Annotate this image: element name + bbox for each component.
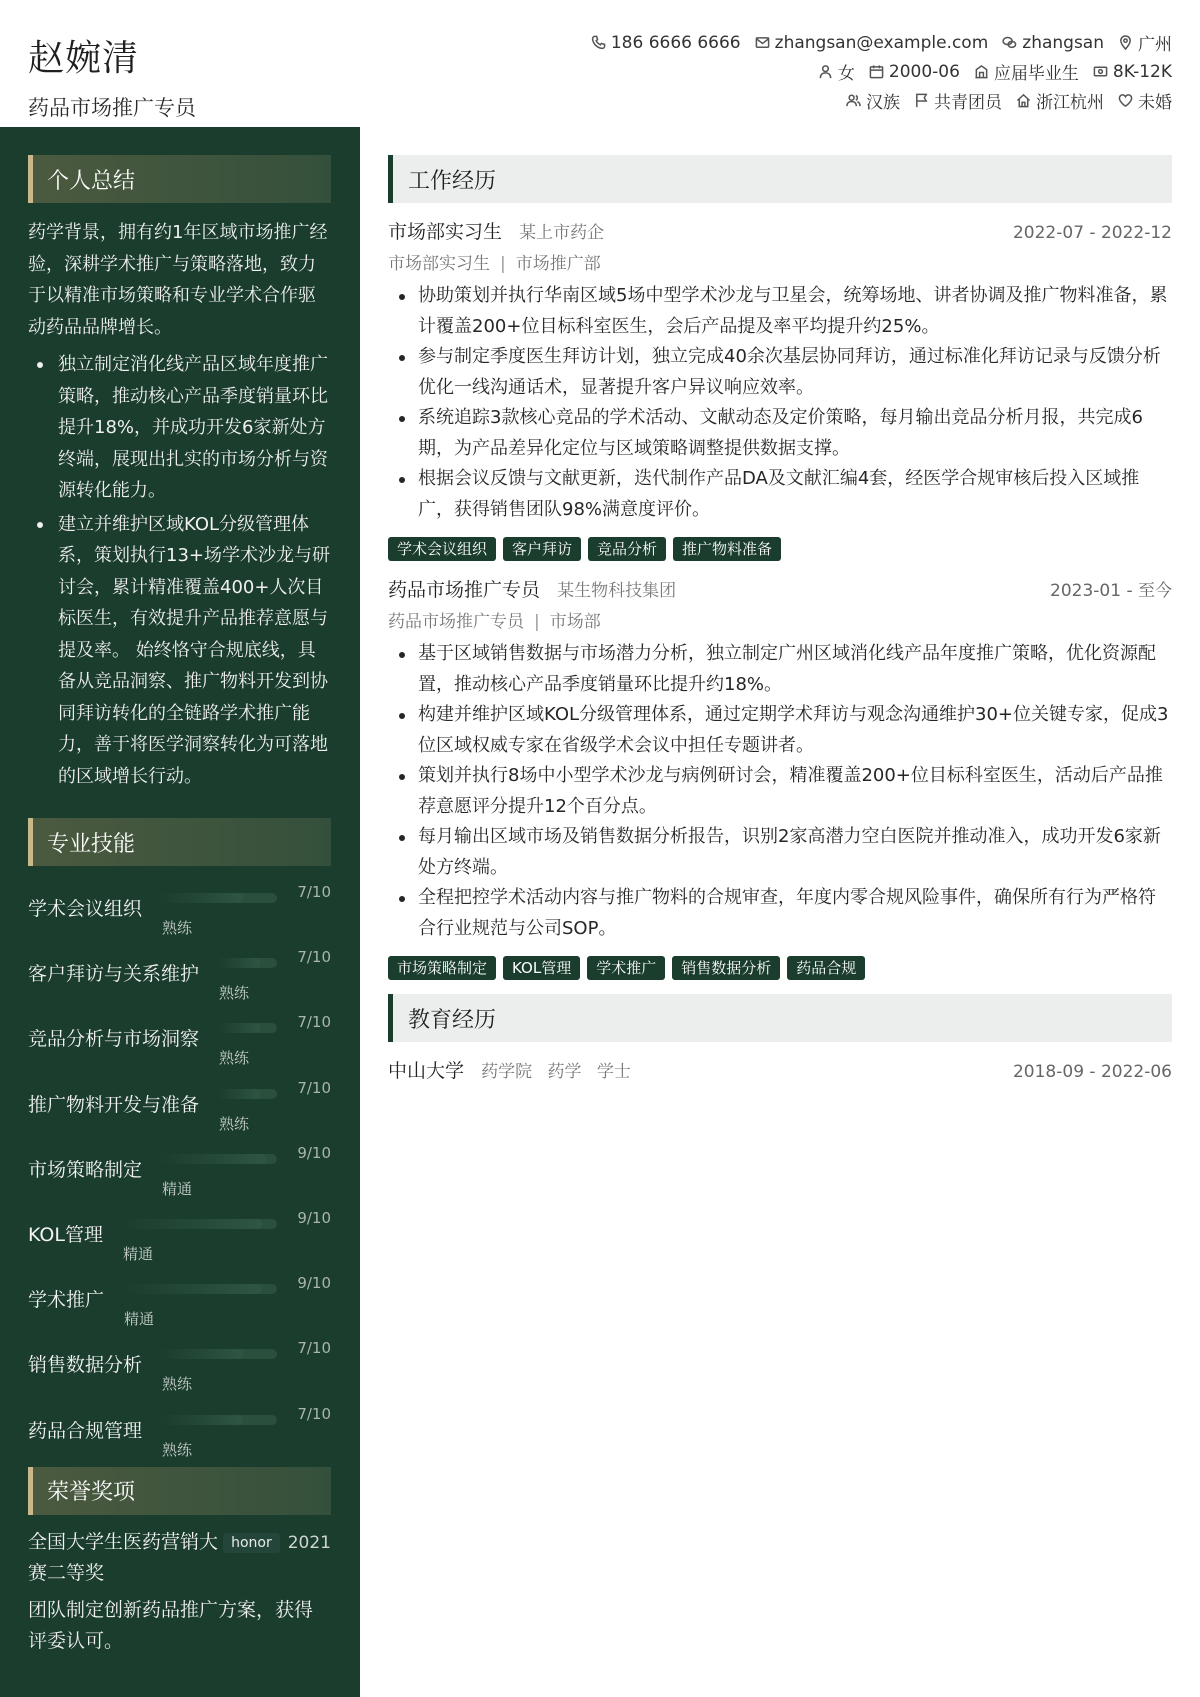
contact-email: zhangsan@example.com (755, 33, 989, 53)
contact-wechat: zhangsan (1002, 33, 1104, 53)
skill-level: 熟练 (219, 1114, 250, 1133)
summary-text: 药学背景，拥有约1年区域市场推广经验，深耕学术推广与策略落地，致力于以精准市场策略和专业学术合作驱动药品品牌增长。 (28, 222, 328, 338)
job-title: 市场部实习生 (388, 221, 503, 243)
award-description: 团队制定创新药品推广方案，获得评委认可。 (28, 1598, 314, 1652)
skill-bar (123, 1219, 277, 1229)
flag-icon (914, 93, 929, 108)
people-icon (846, 93, 861, 108)
summary-bullet: 独立制定消化线产品区域年度推广策略，推动核心产品季度销量环比提升18%，并成功开发6家新处方终端，展现出扎实的市场分析与资源转化能力。 (28, 349, 331, 507)
job-entry (388, 575, 1172, 980)
skill-level: 熟练 (219, 984, 250, 1003)
skill-tag: 学术会议组织 (388, 537, 496, 561)
skill-tag: 客户拜访 (503, 537, 581, 561)
section-heading-education: 教育经历 (388, 994, 1172, 1042)
skill-level: 精通 (123, 1244, 154, 1263)
skill-score: 7/10 (297, 1013, 331, 1032)
resume-job-title: 药品市场推广专员 (28, 96, 196, 120)
skill-tag: 推广物料准备 (673, 537, 781, 561)
job-bullet: 协助策划并执行华南区域5场中型学术沙龙与卫星会，统筹场地、讲者协调及推广物料准备，累计覆盖200+位目标科室医生，会后产品提及率平均提升约25%。 (388, 281, 1172, 342)
contact-salary: 8K-12K (1093, 62, 1172, 82)
award-year: 2021 (287, 1532, 331, 1553)
summary-bullets (28, 349, 331, 792)
contact-ethnicity: 汉族 (846, 88, 900, 113)
skill-bar-fill (162, 1349, 243, 1359)
skill-item (28, 1328, 331, 1393)
home-icon (1016, 93, 1031, 108)
contact-row (412, 57, 1172, 86)
skill-name: 客户拜访与关系维护 (28, 963, 200, 986)
skill-level: 熟练 (219, 1049, 250, 1068)
skill-score: 9/10 (297, 1274, 331, 1293)
job-tags (388, 956, 1172, 980)
job-bullet: 全程把控学术活动内容与推广物料的合规审查，年度内零合规风险事件，确保所有行为严格符合行业规范与公司SOP。 (388, 883, 1172, 944)
sidebar (0, 127, 360, 1697)
skill-tag: 药品合规 (787, 956, 865, 980)
contact-status: 应届毕业生 (974, 59, 1079, 84)
award-name: 全国大学生医药营销大赛二等奖 (28, 1530, 219, 1584)
award-badge: honor (223, 1533, 280, 1553)
resume-name: 赵婉清 (28, 38, 140, 79)
contact-gender: 女 (818, 59, 855, 84)
skill-bar (162, 893, 277, 903)
job-bullet: 参与制定季度医生拜访计划，独立完成40余次基层协同拜访，通过标准化拜访记录与反馈分析优化一线沟通话术，显著提升客户异议响应效率。 (388, 342, 1172, 403)
skill-bar (124, 1284, 277, 1294)
skill-bar (219, 1023, 277, 1033)
contact-row (412, 86, 1172, 115)
education-entry (388, 1056, 1172, 1083)
job-bullet: 系统追踪3款核心竞品的学术活动、文献动态及定价策略，每月输出竞品分析月报，共完成6期，为产品差异化定位与区域策略调整提供数据支撑。 (388, 403, 1172, 464)
skill-score: 9/10 (297, 1143, 331, 1162)
skill-tag: 学术推广 (587, 956, 665, 980)
job-subtitle: 市场部实习生 | 市场推广部 (388, 254, 601, 274)
skill-name: 市场策略制定 (28, 1158, 143, 1181)
job-bullet: 根据会议反馈与文献更新，迭代制作产品DA及文献汇编4套，经医学合规审核后投入区域推广，获得销售团队98%满意度评价。 (388, 464, 1172, 525)
skill-item (28, 937, 331, 1002)
wechat-icon (1002, 35, 1017, 50)
contact-info (412, 28, 1172, 115)
skill-name: KOL管理 (28, 1223, 103, 1246)
skill-item (28, 1263, 331, 1328)
heart-icon (1118, 93, 1133, 108)
contact-political: 共青团员 (914, 88, 1002, 113)
contact-row (412, 28, 1172, 57)
job-bullet: 策划并执行8场中小型学术沙龙与病例研讨会，精准覆盖200+位目标科室医生，活动后产品推荐意愿评分提升12个百分点。 (388, 761, 1172, 822)
phone-icon (591, 35, 606, 50)
edu-degree: 学士 (596, 1062, 631, 1082)
skill-level: 熟练 (162, 1440, 193, 1459)
skill-bar (162, 1349, 277, 1359)
section-heading-skills: 专业技能 (28, 818, 331, 866)
job-role: 药品市场推广专员 (388, 612, 524, 632)
skill-level: 熟练 (162, 919, 193, 937)
skill-bar (219, 1089, 277, 1099)
skill-tag: KOL管理 (503, 956, 580, 980)
skill-score: 7/10 (297, 948, 331, 967)
contact-birth: 2000-06 (869, 62, 960, 82)
skill-bar (219, 958, 277, 968)
job-date: 2023-01 - 至今 (1050, 581, 1172, 601)
skill-item (28, 1198, 331, 1263)
job-role: 市场部实习生 (388, 254, 490, 274)
job-bullets (388, 281, 1172, 525)
skill-item (28, 1394, 331, 1459)
contact-hometown: 浙江杭州 (1016, 88, 1104, 113)
skill-bar-fill (219, 1023, 260, 1033)
skill-item (28, 872, 331, 937)
job-department: 市场部 (549, 612, 601, 632)
person-icon (818, 64, 833, 79)
skill-bar-fill (162, 1415, 243, 1425)
skill-tag: 销售数据分析 (672, 956, 780, 980)
calendar-icon (869, 64, 884, 79)
skill-level: 精通 (124, 1310, 155, 1329)
skill-bar (162, 1154, 277, 1164)
contact-location: 广州 (1118, 30, 1172, 55)
skill-score: 9/10 (297, 1208, 331, 1227)
mail-icon (755, 35, 770, 50)
skill-name: 学术推广 (28, 1289, 105, 1312)
job-bullets (388, 639, 1172, 944)
salary-icon (1093, 64, 1108, 79)
skill-item (28, 1133, 331, 1198)
skill-name: 学术会议组织 (28, 898, 143, 920)
skill-score: 7/10 (297, 1404, 331, 1423)
section-heading-awards: 荣誉奖项 (28, 1467, 331, 1515)
skill-item (28, 1002, 331, 1067)
job-bullet: 每月输出区域市场及销售数据分析报告，识别2家高潜力空白医院并推动准入，成功开发6家新处方终端。 (388, 822, 1172, 883)
location-icon (1118, 35, 1133, 50)
job-entry (388, 217, 1172, 561)
skill-item (28, 1068, 331, 1133)
award-item (28, 1527, 331, 1657)
skill-name: 销售数据分析 (28, 1354, 143, 1377)
skill-bar-fill (219, 1089, 260, 1099)
skill-score: 7/10 (297, 883, 331, 901)
contact-phone: 186 6666 6666 (591, 33, 741, 53)
edu-college: 药学院 (481, 1062, 533, 1082)
job-title: 药品市场推广专员 (388, 579, 541, 601)
skill-level: 精通 (162, 1179, 193, 1198)
skill-name: 竞品分析与市场洞察 (28, 1028, 200, 1051)
contact-marital: 未婚 (1118, 88, 1172, 113)
job-bullet: 基于区域销售数据与市场潜力分析，独立制定广州区域消化线产品年度推广策略，优化资源配置，推动核心产品季度销量环比提升约18%。 (388, 639, 1172, 700)
section-heading-summary: 个人总结 (28, 155, 331, 203)
skill-name: 药品合规管理 (28, 1419, 143, 1442)
skills-list (28, 872, 331, 1459)
skill-bar-fill (162, 893, 243, 903)
skill-tag: 市场策略制定 (388, 956, 496, 980)
skill-bar-fill (162, 1154, 266, 1164)
section-heading-work: 工作经历 (388, 155, 1172, 203)
building-icon (974, 64, 989, 79)
skill-name: 推广物料开发与准备 (28, 1093, 200, 1116)
skill-bar-fill (123, 1219, 262, 1229)
skill-score: 7/10 (297, 1078, 331, 1097)
job-company: 某上市药企 (519, 223, 605, 243)
skill-bar (162, 1415, 277, 1425)
job-bullet: 构建并维护区域KOL分级管理体系，通过定期学术拜访与观念沟通维护30+位关键专家，促成3位区域权威专家在省级学术会议中担任专题讲者。 (388, 700, 1172, 761)
edu-date: 2018-09 - 2022-06 (1012, 1062, 1172, 1082)
summary-bullet: 建立并维护区域KOL分级管理体系，策划执行13+场学术沙龙与研讨会，累计精准覆盖400+人次目标医生，有效提升产品推荐意愿与提及率。 始终恪守合规底线，具备从竞品洞察、推广物料开发到协同拜访转化的全链路学术推广能力，善于将医学洞察转化为可落地的区域增长行动。 (28, 509, 331, 793)
edu-school: 中山大学 (388, 1060, 465, 1082)
job-date: 2022-07 - 2022-12 (1012, 223, 1172, 243)
job-subtitle: 药品市场推广专员 | 市场部 (388, 612, 601, 632)
skill-bar-fill (219, 958, 260, 968)
main-content (388, 155, 1172, 1083)
skill-level: 熟练 (162, 1375, 193, 1394)
job-company: 某生物科技集团 (557, 581, 677, 601)
job-tags (388, 537, 1172, 561)
job-department: 市场推广部 (515, 254, 601, 274)
skill-score: 7/10 (297, 1339, 331, 1358)
skill-tag: 竞品分析 (588, 537, 666, 561)
edu-major: 药学 (547, 1062, 582, 1082)
skill-bar-fill (124, 1284, 262, 1294)
